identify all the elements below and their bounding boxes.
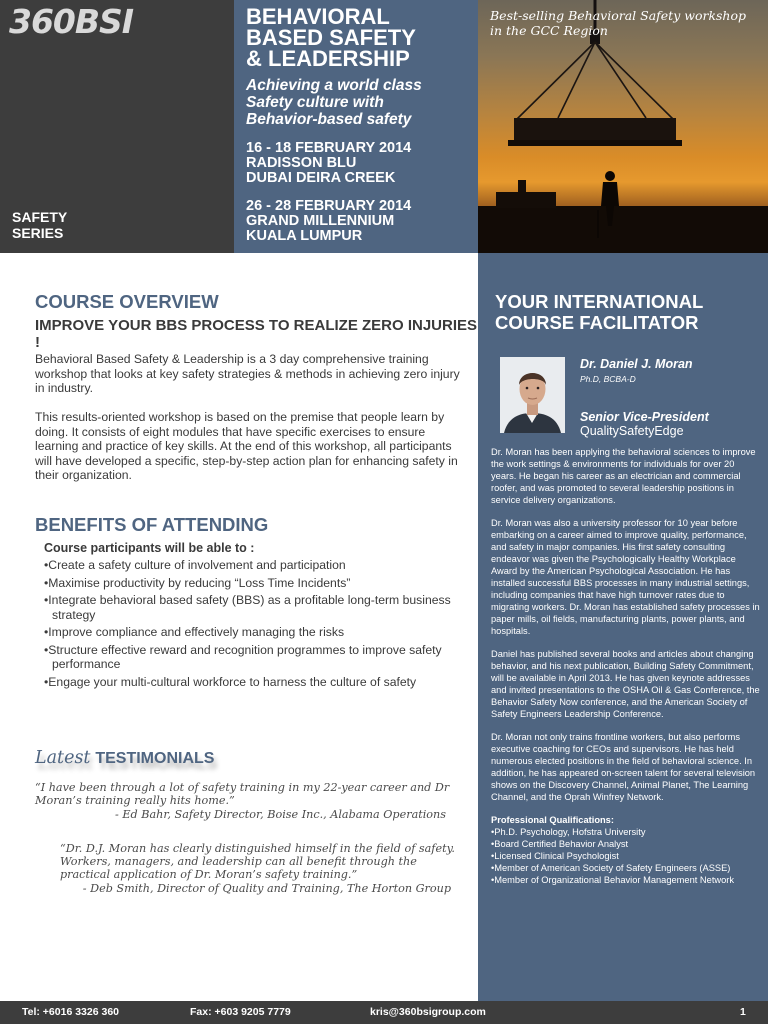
event-venue: GRAND MILLENNIUM (246, 213, 395, 229)
photo-caption-line: in the GCC Region (490, 23, 608, 38)
course-title (246, 6, 474, 69)
facilitator-heading (495, 291, 703, 333)
qualification-item: • Board Certified Behavior Analyst (491, 838, 761, 850)
testimonials-heading-main: TESTIMONIALS (95, 750, 215, 767)
qualifications-heading: Professional Qualifications: (491, 815, 614, 825)
course-subtitle (246, 77, 474, 128)
footer-email[interactable]: kris@360bsigroup.com (370, 1006, 486, 1018)
course-overview-heading: COURSE OVERVIEW (35, 291, 219, 312)
testimonial-author: - Deb Smith, Director of Quality and Training, The Horton Group (82, 882, 451, 895)
course-subtitle-line: Safety culture with (246, 94, 384, 111)
facilitator-credentials: Ph.D, BCBA-D (580, 374, 636, 384)
benefit-item: • Improve compliance and effectively managing the risks (44, 625, 464, 640)
benefits-list (44, 558, 464, 692)
testimonials-heading-latest: Latest (35, 748, 91, 768)
qualification-item: • Member of Organizational Behavior Management Network (491, 874, 761, 886)
title-panel (234, 0, 478, 253)
header-banner (0, 0, 768, 253)
event-dubai (246, 141, 411, 186)
course-title-line: BEHAVIORAL (246, 4, 390, 29)
facilitator-heading-line: YOUR INTERNATIONAL (495, 291, 704, 312)
testimonial-author: - Ed Bahr, Safety Director, Boise Inc., Alabama Operations (115, 808, 446, 821)
facilitator-organization: QualitySafetyEdge (580, 424, 684, 438)
benefit-item: • Maximise productivity by reducing “Loss Time Incidents” (44, 576, 464, 591)
photo-caption (490, 8, 746, 38)
course-overview-subheading: IMPROVE YOUR BBS PROCESS TO REALIZE ZERO INJURIES ! (35, 317, 478, 351)
benefit-item: • Engage your multi-cultural workforce to harness the culture of safety (44, 675, 464, 690)
overview-paragraph: Behavioral Based Safety & Leadership is a 3 day comprehensive training workshop that looks at key safety strategies & methods in achieving zero injury in industry. (35, 352, 460, 395)
course-title-line: BASED SAFETY (246, 25, 416, 50)
page-number: 1 (740, 1006, 746, 1018)
facilitator-panel (478, 253, 768, 1001)
benefits-heading: BENEFITS OF ATTENDING (35, 514, 269, 535)
course-subtitle-line: Behavior-based safety (246, 111, 412, 128)
benefit-item: • Integrate behavioral based safety (BBS) as a profitable long-term business strategy (44, 593, 464, 622)
testimonials-heading (35, 747, 214, 768)
header-photo (478, 0, 768, 253)
logo-panel (0, 0, 234, 253)
photo-caption-line: Best-selling Behavioral Safety workshop (490, 8, 747, 23)
footer-bar (0, 1001, 768, 1024)
event-city: KUALA LUMPUR (246, 228, 363, 244)
series-label (12, 209, 67, 241)
event-dates: 16 - 18 FEBRUARY 2014 (246, 140, 412, 156)
event-kuala-lumpur (246, 199, 411, 244)
benefit-item: • Structure effective reward and recognition programmes to improve safety performance (44, 643, 464, 672)
series-label-line: SAFETY (12, 209, 68, 225)
course-title-line: & LEADERSHIP (246, 46, 410, 71)
qualification-item: • Licensed Clinical Psychologist (491, 850, 761, 862)
bio-paragraph: Daniel has published several books and articles about changing behavior, and his next publication, Building Safety Commitment, will be available in April 2013. He has given keynote addresses and invited presentations to the OSHA Oil & Gas Conference, the Behavior Safety Now conference, and the American Society of Safety Engineers Leadership Conference. (491, 649, 760, 719)
facilitator-heading-line: COURSE FACILITATOR (495, 312, 699, 333)
facilitator-role: Senior Vice-President (580, 410, 709, 424)
bio-paragraph: Dr. Moran was also a university professor for 10 year before embarking on a career aimed to improve quality, performance, and safety in major companies. His first safety consulting endeavor was given the Psychologically Healthy Workplace Award by the American Psychological Association. He has installed successful BBS processes in many industrial settings, including companies that have high turnover rates due to migrating workers. Dr. Moran has established safety processes in paper mills, oil fields, manufacturing plants, power plants, and hospitals. (491, 518, 760, 636)
portrait-image (500, 357, 565, 433)
facilitator-portrait (500, 357, 565, 433)
footer-phone: Tel: +6016 3326 360 (22, 1006, 120, 1018)
benefit-item: • Create a safety culture of involvement and participation (44, 558, 464, 573)
main-column (0, 253, 478, 1001)
qualifications-list (491, 826, 761, 886)
qualification-item: • Member of American Society of Safety Engineers (ASSE) (491, 862, 761, 874)
event-dates: 26 - 28 FEBRUARY 2014 (246, 198, 412, 214)
overview-paragraph: This results-oriented workshop is based on the premise that people learn by doing. It consists of eight modules that have specific exercises to ensure learning and practice of key skills. At the end of this workshop, all participants will have developed a specific, step-by-step action plan for enhancing safety in their organization. (35, 410, 458, 482)
course-subtitle-line: Achieving a world class (246, 77, 422, 94)
event-venue: RADISSON BLU (246, 155, 357, 171)
facilitator-name: Dr. Daniel J. Moran (580, 357, 693, 371)
facilitator-bio (491, 446, 761, 886)
footer-fax: Fax: +603 9205 7779 (190, 1006, 291, 1018)
benefits-intro: Course participants will be able to : (44, 541, 255, 555)
bio-paragraph: Dr. Moran has been applying the behavioral sciences to improve the work settings & environments for individuals for over 20 years. He began his career as an electrician and commercial roofer, and was promoted to several leadership positions in service delivery organizations. (491, 447, 756, 505)
testimonial-quote: “Dr. D.J. Moran has clearly distinguished himself in the field of safety. Workers, managers, and leadership can all benefit through the practical application of Dr. Moran’s safety training.” (60, 842, 455, 881)
event-city: DUBAI DEIRA CREEK (246, 170, 396, 186)
testimonial-quote: “I have been through a lot of safety training in my 22-year career and Dr Moran’s training really hits home.” (35, 781, 450, 807)
qualification-item: • Ph.D. Psychology, Hofstra University (491, 826, 761, 838)
logo: 360BSI (9, 2, 134, 41)
series-label-line: SERIES (12, 225, 64, 241)
bio-paragraph: Dr. Moran not only trains frontline workers, but also performs executive coaching for CEOs and supervisors. He has held numerous elected positions in the field of behavioral science. In addition, he has appeared on-screen talent for several television shows on the Discovery Channel, Animal Planet, The Learning Channel, and the Oprah Winfrey Network. (491, 732, 756, 802)
